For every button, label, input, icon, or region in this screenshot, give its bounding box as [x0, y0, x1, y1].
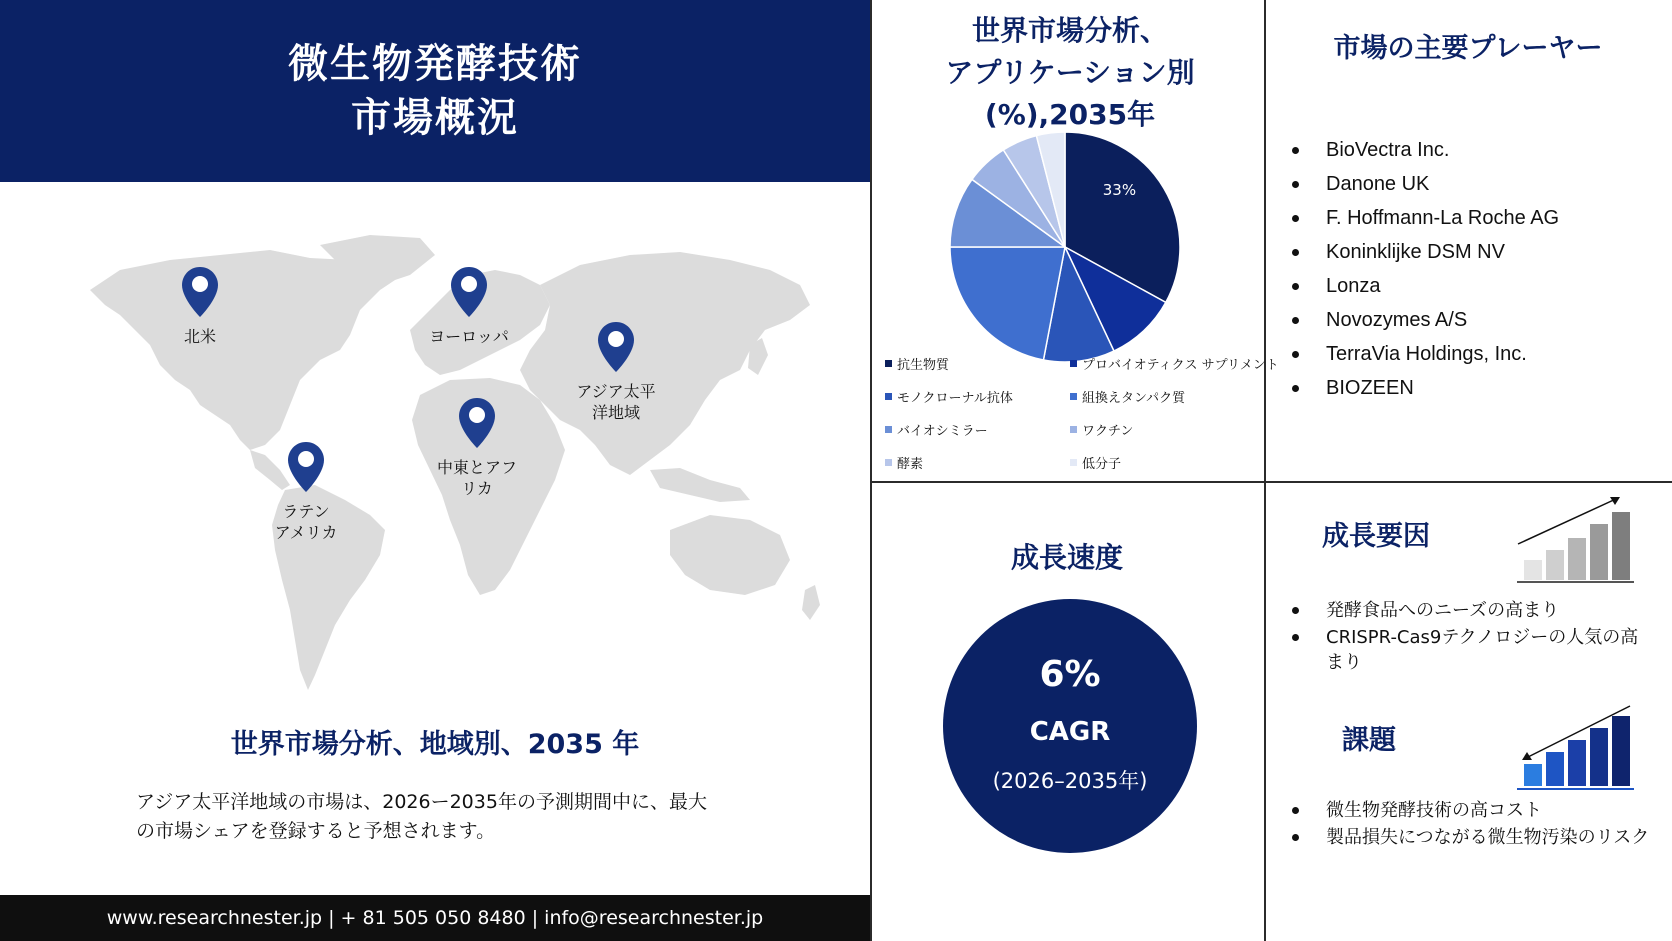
continent-australia [670, 515, 790, 595]
challenge-bar-1 [1524, 764, 1542, 786]
application-pie-chart [930, 112, 1200, 382]
cagr-circle [943, 599, 1197, 853]
challenge-bar-5 [1612, 716, 1630, 786]
legend-item [1070, 420, 1260, 438]
challenges-list [1290, 798, 1650, 852]
player-item: BIOZEEN [1290, 371, 1559, 405]
challenge-bars-icon [1512, 702, 1638, 794]
legend-item [1070, 387, 1260, 405]
region-description-line1: アジア太平洋地域の市場は、2026ー2035年の予測期間中に、最大 [136, 791, 707, 813]
pie-title-line2: アプリケーション別 [945, 56, 1195, 89]
cagr-value: 6% [1039, 654, 1101, 695]
marker-label-line1: ラテン [282, 502, 330, 521]
legend-swatch [885, 459, 892, 466]
players-list [1290, 133, 1559, 405]
growth-driver-item: 発酵食品へのニーズの高まり [1290, 598, 1650, 623]
cagr-label: CAGR [1029, 717, 1111, 747]
challenge-bar-3 [1568, 740, 1586, 786]
players-title: 市場の主要プレーヤー [1333, 33, 1603, 64]
marker-label-line1: アジア太平 [576, 382, 656, 401]
legend-swatch [1070, 426, 1077, 433]
page-header [0, 0, 870, 182]
player-item: Koninklijke DSM NV [1290, 235, 1559, 269]
growth-drivers-list [1290, 598, 1650, 677]
legend-swatch [1070, 459, 1077, 466]
contact-footer [0, 895, 870, 941]
divider-left [870, 0, 872, 941]
player-item: TerraVia Holdings, Inc. [1290, 337, 1559, 371]
map-pin-dot [192, 276, 208, 292]
challenge-bar-4 [1590, 728, 1608, 786]
region-description-line2: の市場シェアを登録すると予想されます。 [136, 820, 496, 842]
map-pin-dot [608, 331, 624, 347]
region-analysis-title: 世界市場分析、地域別、2035 年 [230, 729, 640, 760]
pie-legend [885, 354, 1279, 472]
marker-label: ヨーロッパ [429, 327, 509, 346]
growth-bars-icon [1512, 494, 1638, 588]
continent-southeast-asia [650, 468, 750, 502]
pie-title-line3: (%),2035年 [984, 98, 1156, 131]
player-item: Danone UK [1290, 167, 1559, 201]
challenge-bar-2 [1546, 752, 1564, 786]
marker-label-line2: リカ [461, 479, 493, 498]
legend-item [885, 453, 1070, 471]
marker-label: 北米 [183, 327, 217, 346]
map-pin-dot [469, 407, 485, 423]
growth-bar-3 [1568, 538, 1586, 580]
legend-label: 抗生物質 [897, 357, 950, 373]
growth-bar-5 [1612, 512, 1630, 580]
legend-label: バイオシミラー [897, 423, 988, 439]
challenges-title: 課題 [1342, 725, 1396, 756]
growth-rate-title: 成長速度 [1010, 541, 1123, 574]
player-item: Novozymes A/S [1290, 303, 1559, 337]
player-item: F. Hoffmann-La Roche AG [1290, 201, 1559, 235]
cagr-period: (2026–2035年) [992, 769, 1148, 793]
page-title-line2: 市場概況 [351, 95, 519, 141]
legend-swatch [1070, 393, 1077, 400]
continent-central-america [250, 450, 290, 490]
legend-item [885, 354, 1070, 372]
legend-swatch [885, 426, 892, 433]
growth-bar-1 [1524, 560, 1542, 580]
legend-label: 低分子 [1082, 456, 1122, 472]
legend-item [1070, 354, 1279, 373]
world-map [50, 230, 830, 710]
continent-new-zealand [802, 585, 820, 620]
marker-label-line2: アメリカ [274, 523, 338, 542]
divider-horizontal [870, 481, 1672, 483]
page-title-line1: 微生物発酵技術 [288, 41, 582, 87]
growth-driver-item: CRISPR-Cas9テクノロジーの人気の高まり [1290, 625, 1650, 675]
player-item: BioVectra Inc. [1290, 133, 1559, 167]
growth-drivers-title: 成長要因 [1322, 521, 1430, 552]
region-description [136, 788, 776, 846]
legend-item [1070, 453, 1260, 471]
pie-title-line1: 世界市場分析、 [971, 14, 1168, 47]
map-pin-dot [298, 451, 314, 467]
marker-label-line2: 洋地域 [591, 403, 641, 422]
map-pin-dot [461, 276, 477, 292]
legend-label: 酵素 [897, 456, 924, 472]
legend-item [885, 420, 1070, 438]
marker-label-line1: 中東とアフ [436, 458, 518, 477]
legend-label: ワクチン [1082, 423, 1134, 439]
growth-bar-2 [1546, 550, 1564, 580]
challenge-item: 微生物発酵技術の高コスト [1290, 798, 1650, 823]
footer-contact-text: www.researchnester.jp | + 81 505 050 8480 | info@researchnester.jp [106, 907, 764, 929]
legend-label: プロバイオティクス サプリメント [1082, 357, 1279, 373]
continent-asia [520, 252, 810, 475]
player-item: Lonza [1290, 269, 1559, 303]
legend-label: モノクローナル抗体 [897, 390, 1013, 406]
legend-item [885, 387, 1070, 405]
legend-swatch [1070, 360, 1077, 367]
legend-swatch [885, 360, 892, 367]
legend-label: 組換えタンパク質 [1082, 390, 1186, 406]
pie-data-label: 33% [1102, 180, 1137, 199]
challenge-item: 製品損失につながる微生物汚染のリスク [1290, 825, 1650, 850]
legend-swatch [885, 393, 892, 400]
growth-bar-4 [1590, 524, 1608, 580]
